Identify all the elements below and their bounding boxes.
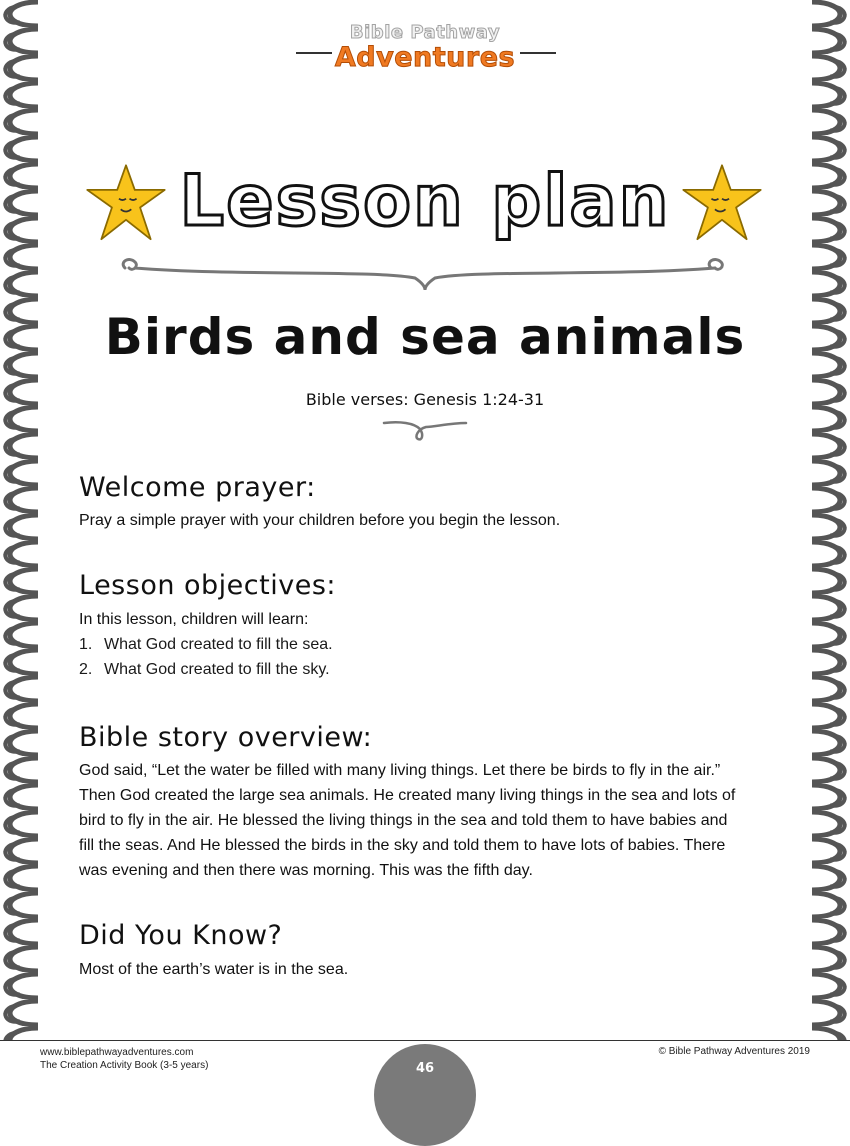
list-text: What God created to fill the sea. bbox=[104, 636, 333, 653]
overview-line: bird to fly in the air. He blessed the living things in the sea and told them to have babies and bbox=[79, 812, 728, 829]
left-scallop-border bbox=[0, 0, 42, 1040]
overview-line: Then God created the large sea animals. He created many living things in the sea and lots of bbox=[79, 787, 736, 804]
small-flourish-divider bbox=[380, 415, 470, 445]
did-you-know-heading: Did You Know? bbox=[79, 920, 283, 951]
footer-left bbox=[40, 1046, 208, 1072]
footer-website: www.biblepathwayadventures.com bbox=[40, 1047, 194, 1058]
overview-line: fill the seas. And He blessed the birds in the sky and told them to have lots of babies. There bbox=[79, 837, 726, 854]
welcome-text: Pray a simple prayer with your children before you begin the lesson. bbox=[79, 512, 561, 529]
right-scallop-border bbox=[808, 0, 850, 1040]
overview-line: God said, “Let the water be filled with many living things. Let there be birds to fly in the air.” bbox=[79, 762, 721, 779]
list-item bbox=[79, 657, 333, 682]
objectives-intro: In this lesson, children will learn: bbox=[79, 611, 309, 628]
brand-main-text: Adventures bbox=[334, 42, 516, 73]
footer-book: The Creation Activity Book (3-5 years) bbox=[40, 1060, 209, 1071]
footer-copyright: © Bible Pathway Adventures 2019 bbox=[658, 1046, 810, 1057]
overview-heading: Bible story overview: bbox=[79, 722, 373, 753]
list-item bbox=[79, 632, 333, 657]
list-number: 2. bbox=[79, 661, 93, 678]
list-number: 1. bbox=[79, 636, 93, 653]
lesson-title: Birds and sea animals bbox=[104, 308, 746, 366]
welcome-heading: Welcome prayer: bbox=[79, 472, 316, 503]
overview-line: was evening and then there was morning. This was the fifth day. bbox=[79, 862, 533, 879]
overview-text bbox=[79, 758, 779, 883]
did-you-know-text: Most of the earth’s water is in the sea. bbox=[79, 961, 349, 978]
brand-top-text: Bible Pathway bbox=[349, 22, 501, 43]
list-text: What God created to fill the sky. bbox=[104, 661, 330, 678]
page-number: 46 bbox=[415, 1061, 435, 1076]
footer-divider bbox=[0, 1040, 850, 1041]
bible-verses: Bible verses: Genesis 1:24-31 bbox=[305, 390, 545, 409]
lesson-plan-banner: Lesson plan bbox=[179, 160, 671, 242]
flourish-divider bbox=[115, 254, 735, 294]
page-number-tab bbox=[374, 1044, 476, 1146]
objectives-heading: Lesson objectives: bbox=[79, 570, 336, 601]
objectives-list bbox=[79, 632, 333, 682]
